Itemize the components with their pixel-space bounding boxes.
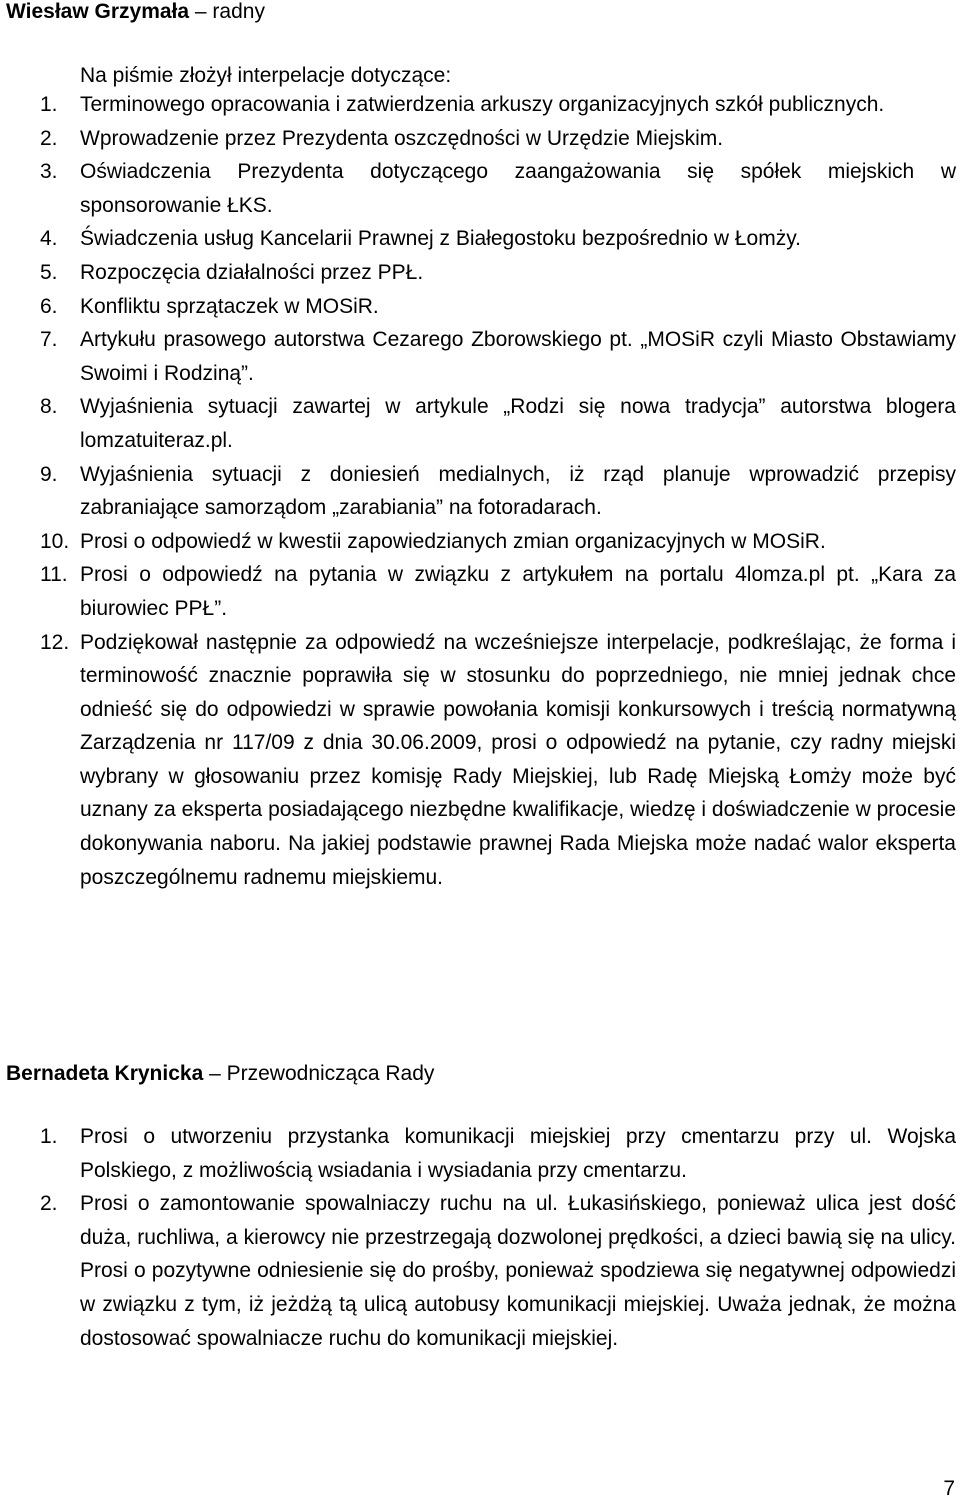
list-item xyxy=(0,1120,956,1187)
item-number: 4. xyxy=(40,227,58,251)
item-text: Rozpoczęcia działalności przez PPŁ. xyxy=(80,260,424,284)
item-number: 7. xyxy=(40,328,58,352)
item-text: Wyjaśnienia sytuacji zawartej w artykule „Rodzi się nowa tradycja” autorstwa blogera lomzatuiteraz.pl. xyxy=(80,395,956,452)
item-number: 12. xyxy=(40,630,70,654)
interpellation-list xyxy=(0,1120,956,1355)
councillor-name: Wiesław Grzymała xyxy=(6,0,190,23)
section-heading-krynicka xyxy=(6,1057,434,1091)
list-item xyxy=(0,290,956,324)
list-item xyxy=(0,1187,956,1355)
item-text: Podziękował następnie za odpowiedź na wcześniejsze interpelacje, podkreślając, że forma i terminowość znacznie poprawiła się w stosunku do poprzedniego, nie mniej jednak chce odnieść się do odpowiedzi w sprawie powołania komisji konkursowych i treścią normatywną Zarządzenia nr 117/09 z dnia 30.06.2009, prosi o odpowiedź na pytanie, czy radny miejski wybrany w głosowaniu przez komisję Rady Miejskiej, lub Radę Miejską Łomży może być uznany za eksperta posiadającego niezbędne kwalifikacje, wiedzę i doświadczenie w procesie dokonywania naboru. Na jakiej podstawie prawnej Rada Miejska może nadać walor eksperta poszczególnemu radnemu miejskiemu. xyxy=(80,630,956,889)
item-text: Prosi o odpowiedź na pytania w związku z artykułem na portalu 4lomza.pl pt. „Kara za biurowiec PPŁ”. xyxy=(80,563,956,620)
item-number: 1. xyxy=(40,93,58,116)
list-item xyxy=(0,525,956,559)
item-text: Świadczenia usług Kancelarii Prawnej z Białegostoku bezpośrednio w Łomży. xyxy=(80,227,801,251)
list-item xyxy=(0,256,956,290)
list-item xyxy=(0,323,956,390)
list-item xyxy=(0,626,956,895)
list-item xyxy=(0,390,956,457)
councillor-role: – radny xyxy=(189,0,265,23)
page-number: 7 xyxy=(943,1477,955,1500)
item-number: 8. xyxy=(40,395,58,419)
item-text: Prosi o utworzeniu przystanka komunikacji miejskiej przy cmentarzu przy ul. Wojska Polskiego, z możliwością wsiadania i wysiadania przy cmentarzu. xyxy=(80,1125,956,1182)
item-number: 3. xyxy=(40,160,58,184)
item-number: 1. xyxy=(40,1125,58,1148)
item-number: 10. xyxy=(40,529,70,553)
item-number: 9. xyxy=(40,462,58,486)
item-text: Prosi o odpowiedź w kwestii zapowiedzianych zmian organizacyjnych w MOSiR. xyxy=(80,529,826,553)
list-item xyxy=(0,155,956,222)
item-number: 5. xyxy=(40,260,58,284)
item-text: Konfliktu sprzątaczek w MOSiR. xyxy=(80,294,379,318)
interpellation-list xyxy=(0,88,956,894)
list-item xyxy=(0,88,956,122)
list-item xyxy=(0,122,956,156)
item-text: Oświadczenia Prezydenta dotyczącego zaangażowania się spółek miejskich w sponsorowanie ŁKS. xyxy=(80,160,956,217)
section-heading-grzymala xyxy=(6,0,265,29)
item-text: Wprowadzenie przez Prezydenta oszczędności w Urzędzie Miejskim. xyxy=(80,126,724,150)
item-text: Terminowego opracowania i zatwierdzenia arkuszy organizacyjnych szkół publicznych. xyxy=(80,93,885,116)
item-number: 6. xyxy=(40,294,58,318)
item-text: Artykułu prasowego autorstwa Cezarego Zborowskiego pt. „MOSiR czyli Miasto Obstawiamy Swoimi i Rodziną”. xyxy=(80,328,956,385)
councillor-name: Bernadeta Krynicka xyxy=(6,1062,204,1085)
interpellation-intro: Na piśmie złożył interpelacje dotyczące: xyxy=(80,64,452,87)
item-text: Prosi o zamontowanie spowalniaczy ruchu na ul. Łukasińskiego, ponieważ ulica jest dość duża, ruchliwa, a kierowcy nie przestrzegają dozwolonej prędkości, a dzieci bawią się na ulicy. Prosi o pozytywne odniesienie się do prośby, ponieważ spodziewa się negatywnej odpowiedzi w związku z tym, iż jeżdżą tą ulicą autobusy komunikacji miejskiej. Uważa jednak, że można dostosować spowalniacze ruchu do komunikacji miejskiej. xyxy=(80,1192,956,1350)
list-item xyxy=(0,458,956,525)
item-number: 2. xyxy=(40,1192,58,1216)
item-number: 11. xyxy=(40,563,68,587)
list-item xyxy=(0,558,956,625)
item-number: 2. xyxy=(40,126,58,150)
list-item xyxy=(0,222,956,256)
councillor-role: – Przewodnicząca Rady xyxy=(203,1062,435,1085)
item-text: Wyjaśnienia sytuacji z doniesień medialnych, iż rząd planuje wprowadzić przepisy zabraniające samorządom „zarabiania” na fotoradarach. xyxy=(80,462,956,520)
